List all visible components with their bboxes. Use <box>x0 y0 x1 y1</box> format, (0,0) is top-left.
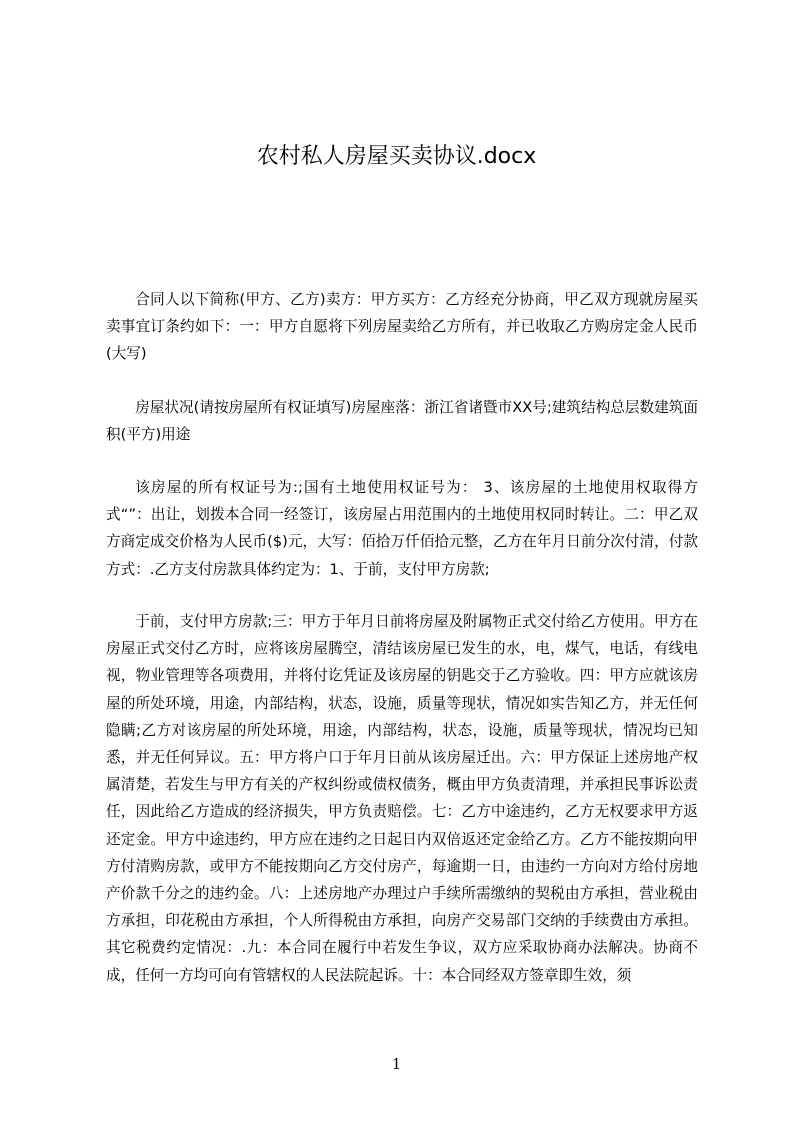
paragraph-intro: 合同人以下简称(甲方、乙方)卖方：甲方买方：乙方经充分协商，甲乙双方现就房屋买卖事宜订条约如下：一：甲方自愿将下列房屋卖给乙方所有，并已收取乙方购房定金人民币(大写) <box>106 291 698 363</box>
document-title: 农村私人房屋买卖协议.docx <box>256 144 537 169</box>
paragraph-terms: 于前，支付甲方房款;三：甲方于年月日前将房屋及附属物正式交付给乙方使用。甲方在房屋正式交付乙方时，应将该房屋腾空，清结该房屋已发生的水，电，煤气，电话，有线电视，物业管理等各项费用，并将付讫凭证及该房屋的钥匙交于乙方验收。四：甲方应就该房屋的所处环境，用途，内部结构，状态，设施，质量等现状，情况如实告知乙方，并无任何隐瞒;乙方对该房屋的所处环境，用途，内部结构，状态，设施，质量等现状，情况均已知悉，并无任何异议。五：甲方将户口于年月日前从该房屋迁出。六：甲方保证上述房地产权属清楚，若发生与甲方有关的产权纠纷或债权债务，概由甲方负责清理，并承担民事诉讼责任，因此给乙方造成的经济损失，甲方负责赔偿。七：乙方中途违约，乙方无权要求甲方返还定金。甲方中途违约，甲方应在违约之日起日内双倍返还定金给乙方。乙方不能按期向甲方付清购房款，或甲方不能按期向乙方交付房产，每逾期一日，由违约一方向对方给付房地产价款千分之的违约金。八：上述房地产办理过户手续所需缴纳的契税由方承担，营业税由方承担，印花税由方承担，个人所得税由方承担，向房产交易部门交纳的手续费由方承担。其它税费约定情况：.九：本合同在履行中若发生争议，双方应采取协商办法解决。协商不成，任何一方均可向有管辖权的人民法院起诉。十：本合同经双方签章即生效，须 <box>106 613 698 984</box>
paragraph-ownership-price: 该房屋的所有权证号为:;国有土地使用权证号为： 3、该房屋的土地使用权取得方式“”：出让，划拨本合同一经签订，该房屋占用范围内的土地使用权同时转让。二：甲乙双方商定成交价格为人民币($)元，大写：佰拾万仟佰拾元整，乙方在年月日前分次付清，付款方式：.乙方支付房款具体约定为：1、于前，支付甲方房款; <box>106 479 698 578</box>
page-number: 1 <box>391 1055 402 1073</box>
paragraph-property-status: 房屋状况(请按房屋所有权证填写)房屋座落：浙江省诸暨市XX号;建筑结构总层数建筑面积(平方)用途 <box>106 399 698 444</box>
